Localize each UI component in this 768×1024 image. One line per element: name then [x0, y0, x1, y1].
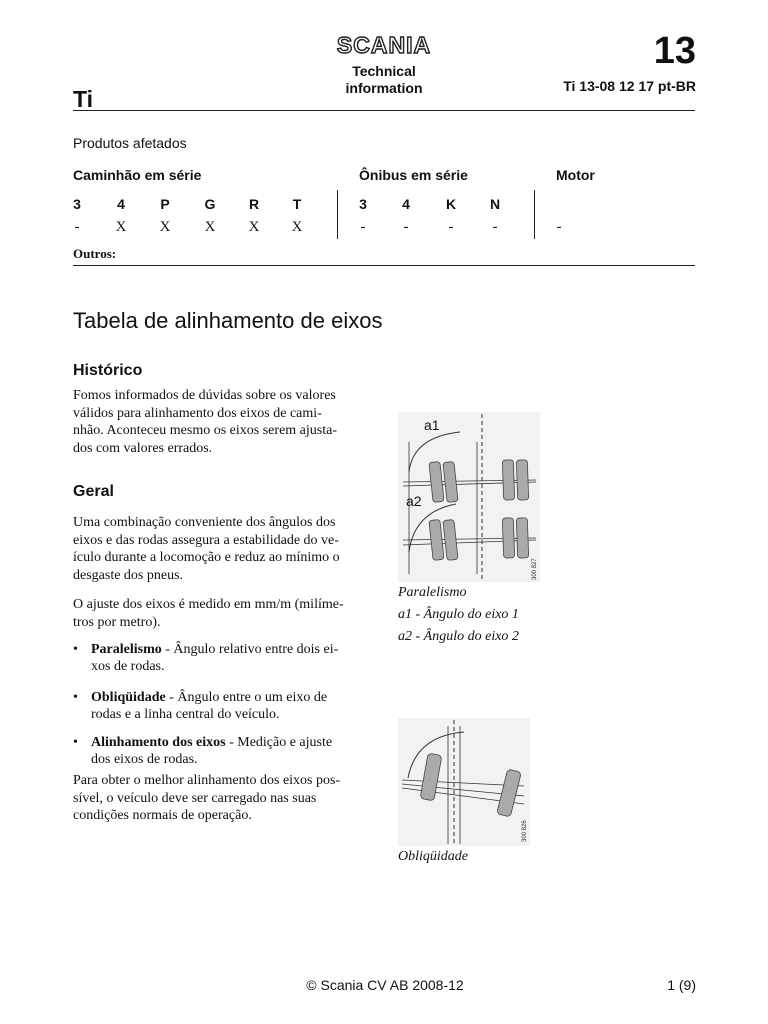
bullet-text: rodas e a linha central do veículo.: [91, 707, 280, 722]
geral-paragraph-1: [73, 514, 369, 584]
group-number: 13: [653, 30, 696, 72]
footer-copyright: © Scania CV AB 2008-12: [306, 977, 464, 993]
tech-line-2: information: [345, 80, 423, 96]
caption-line: a1 - Ângulo do eixo 1: [398, 607, 519, 622]
text-line: ículo durante a locomoção e reduz ao mínimo o: [73, 550, 340, 565]
text-line: Fomos informados de dúvidas sobre os valores: [73, 388, 336, 403]
parallelism-diagram: [398, 412, 540, 582]
obliquity-diagram: [398, 718, 530, 846]
truck-series-heading: Caminhão em série: [73, 167, 202, 183]
bullet-text: - Ângulo relativo entre dois ei-: [161, 642, 339, 657]
products-divider: [73, 265, 695, 266]
truck-value: X: [204, 219, 216, 235]
historico-heading: Histórico: [73, 362, 143, 379]
text-line: Para obter o melhor alinhamento dos eixos pos-: [73, 773, 341, 788]
document-code: Ti 13-08 12 17 pt-BR: [563, 78, 696, 94]
bullet-text: - Ângulo entre o um eixo de: [165, 690, 328, 705]
text-line: válidos para alinhamento dos eixos de cami-: [73, 405, 322, 421]
text-line: condições normais de operação.: [73, 808, 252, 823]
truck-value: X: [291, 219, 303, 235]
bullet-text: dos eixos de rodas.: [91, 752, 198, 767]
figure1-caption: [398, 582, 519, 648]
truck-code: P: [160, 196, 170, 212]
truck-code: R: [248, 196, 260, 212]
text-line: nhão. Aconteceu mesmo os eixos serem ajusta-: [73, 423, 337, 438]
text-line: Uma combinação conveniente dos ângulos dos: [73, 515, 336, 530]
historico-paragraph: [73, 387, 369, 457]
technical-information-label: [332, 63, 436, 97]
truck-value: -: [74, 219, 80, 235]
figure-code: 300 827: [532, 558, 538, 580]
label-a2: a2: [406, 493, 422, 509]
header-divider: [73, 110, 695, 111]
engine-value: -: [556, 219, 562, 235]
figure-code: 300 826: [522, 820, 528, 842]
bus-code: 3: [359, 196, 367, 212]
bullet-term: Paralelismo: [91, 642, 162, 657]
bullet-item: [73, 689, 369, 723]
column-divider: [534, 190, 535, 239]
bullet-item: [73, 734, 369, 768]
ti-label: Ti: [73, 86, 94, 112]
truck-code: T: [292, 196, 302, 212]
bullet-dot: •: [73, 735, 78, 750]
truck-code: 3: [73, 196, 81, 212]
closing-paragraph: [73, 772, 369, 825]
text-line: desgaste dos pneus.: [73, 567, 184, 583]
engine-heading: Motor: [556, 167, 595, 183]
bullet-dot: •: [73, 690, 78, 705]
bus-value: -: [403, 219, 409, 235]
bullet-term: Alinhamento dos eixos: [91, 735, 226, 750]
text-line: eixos e das rodas assegura a estabilidade do ve-: [73, 532, 339, 548]
truck-value: X: [159, 219, 171, 235]
text-line: sível, o veículo deve ser carregado nas suas: [73, 790, 317, 806]
others-label: Outros:: [73, 246, 117, 261]
truck-value: X: [248, 219, 260, 235]
truck-code: G: [204, 196, 216, 212]
bus-code: K: [445, 196, 457, 212]
bullet-text: - Medição e ajuste: [225, 735, 333, 750]
bullet-text: xos de rodas.: [91, 659, 165, 674]
bullet-item: [73, 641, 369, 675]
affected-products-title: Produtos afetados: [73, 135, 187, 151]
text-line: dos com valores errados.: [73, 440, 213, 456]
logo-text: SCANIA: [336, 33, 432, 57]
geral-paragraph-2: [73, 596, 369, 631]
tech-line-1: Technical: [352, 63, 416, 79]
page-title: Tabela de alinhamento de eixos: [73, 308, 383, 333]
bus-value: -: [492, 219, 498, 235]
caption-line: Paralelismo: [398, 585, 467, 600]
bus-code: N: [489, 196, 501, 212]
bus-value: -: [360, 219, 366, 235]
bullet-dot: •: [73, 642, 78, 657]
bullet-term: Obliqüidade: [91, 690, 166, 705]
truck-code: 4: [117, 196, 125, 212]
bus-series-heading: Ônibus em série: [359, 167, 468, 183]
label-a1: a1: [424, 417, 440, 433]
geral-heading: Geral: [73, 483, 114, 500]
caption-line: a2 - Ângulo do eixo 2: [398, 629, 519, 644]
bus-code: 4: [402, 196, 410, 212]
truck-value: X: [115, 219, 127, 235]
column-divider: [337, 190, 338, 239]
bus-value: -: [448, 219, 454, 235]
footer-page-number: 1 (9): [667, 977, 696, 993]
scania-logo: [320, 33, 448, 57]
text-line: tros por metro).: [73, 614, 161, 630]
figure2-caption: Obliqüidade: [398, 849, 468, 864]
text-line: O ajuste dos eixos é medido em mm/m (milíme-: [73, 597, 344, 612]
